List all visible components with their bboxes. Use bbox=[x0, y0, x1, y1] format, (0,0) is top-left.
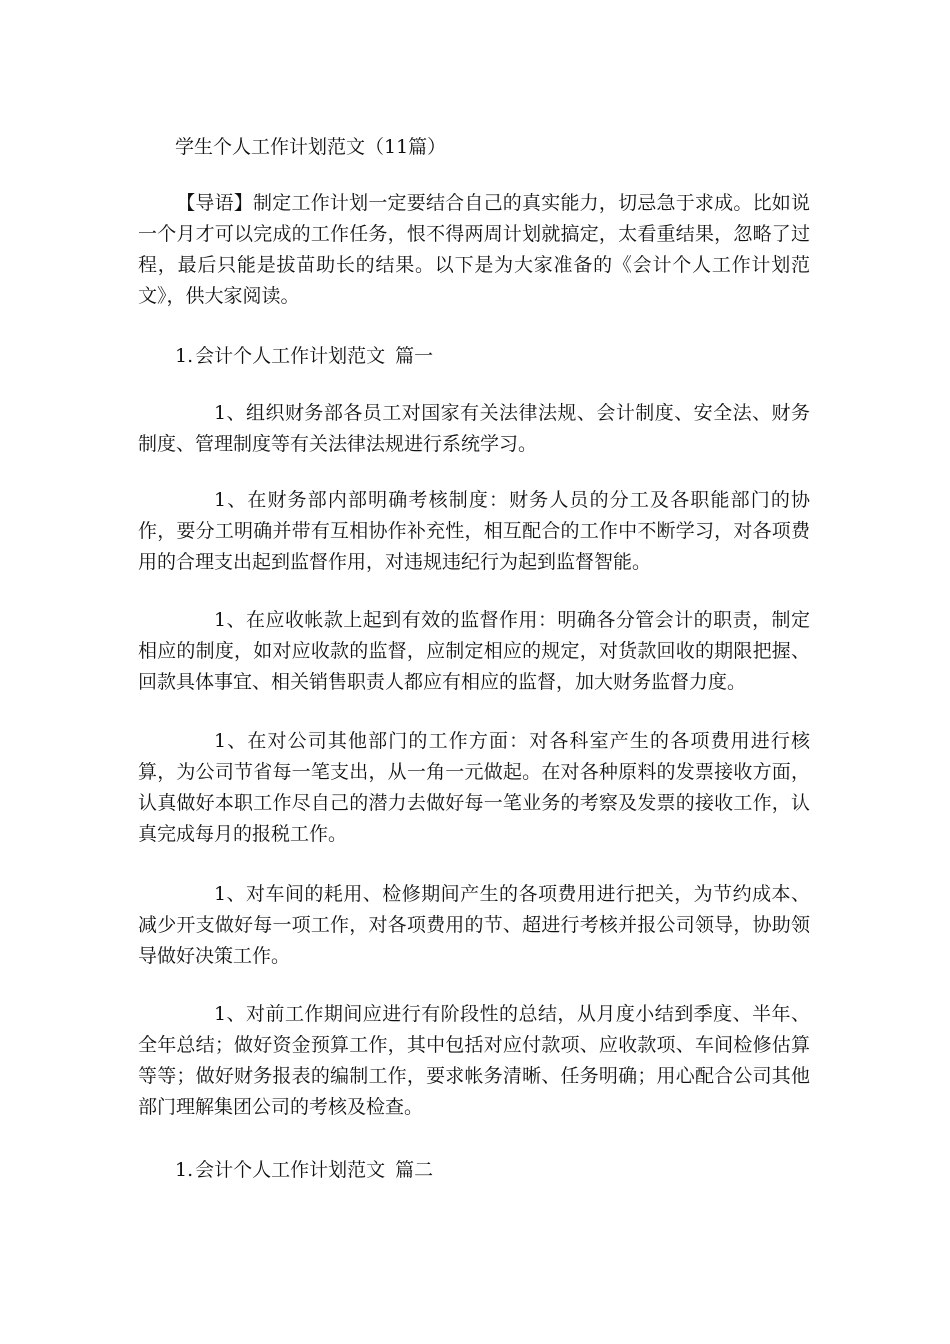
list-item-text: 1、在应收帐款上起到有效的监督作用：明确各分管会计的职责，制定相应的制度，如对应收款的监督，应制定相应的规定，对货款回收的期限把握、回款具体事宜、相关销售职责人都应有相应的监督，加大财务监督力度。 bbox=[138, 609, 810, 693]
section-number: 1. bbox=[175, 345, 194, 367]
list-item bbox=[138, 999, 810, 1123]
section-suffix: 篇一 bbox=[395, 345, 434, 367]
list-item-text: 1、在对公司其他部门的工作方面：对各科室产生的各项费用进行核算，为公司节省每一笔支出，从一角一元做起。在对各种原料的发票接收方面，认真做好本职工作尽自己的潜力去做好每一笔业务的考察及发票的接收工作，认真完成每月的报税工作。 bbox=[138, 730, 810, 845]
list-item bbox=[138, 726, 810, 850]
list-item bbox=[138, 879, 810, 972]
section-number: 1. bbox=[175, 1159, 194, 1181]
section-suffix: 篇二 bbox=[395, 1159, 434, 1181]
list-item bbox=[138, 485, 810, 578]
list-item bbox=[138, 605, 810, 698]
intro-text: 【导语】制定工作计划一定要结合自己的真实能力，切忌急于求成。比如说一个月才可以完成的工作任务，恨不得两周计划就搞定，太看重结果，忽略了过程，最后只能是拔苗助长的结果。以下是为大家准备的《会计个人工作计划范文》，供大家阅读。 bbox=[138, 192, 810, 307]
document-title: 学生个人工作计划范文（11篇） bbox=[175, 136, 447, 158]
section-title: 会计个人工作计划范文 bbox=[195, 1159, 386, 1181]
section-heading-1 bbox=[175, 342, 433, 370]
list-item bbox=[138, 398, 810, 460]
list-item-text: 1、组织财务部各员工对国家有关法律法规、会计制度、安全法、财务制度、管理制度等有关法律法规进行系统学习。 bbox=[138, 402, 810, 455]
section-heading-2 bbox=[175, 1156, 433, 1184]
section-title: 会计个人工作计划范文 bbox=[195, 345, 386, 367]
list-item-text: 1、对车间的耗用、检修期间产生的各项费用进行把关，为节约成本、减少开支做好每一项工作，对各项费用的节、超进行考核并报公司领导，协助领导做好决策工作。 bbox=[138, 883, 810, 967]
list-item-text: 1、对前工作期间应进行有阶段性的总结，从月度小结到季度、半年、全年总结；做好资金预算工作，其中包括对应付款项、应收款项、车间检修估算等等；做好财务报表的编制工作，要求帐务清晰、任务明确；用心配合公司其他部门理解集团公司的考核及检查。 bbox=[138, 1003, 810, 1118]
intro-paragraph bbox=[138, 188, 810, 312]
list-item-text: 1、在财务部内部明确考核制度：财务人员的分工及各职能部门的协作，要分工明确并带有互相协作补充性，相互配合的工作中不断学习，对各项费用的合理支出起到监督作用，对违规违纪行为起到监督智能。 bbox=[138, 489, 810, 573]
